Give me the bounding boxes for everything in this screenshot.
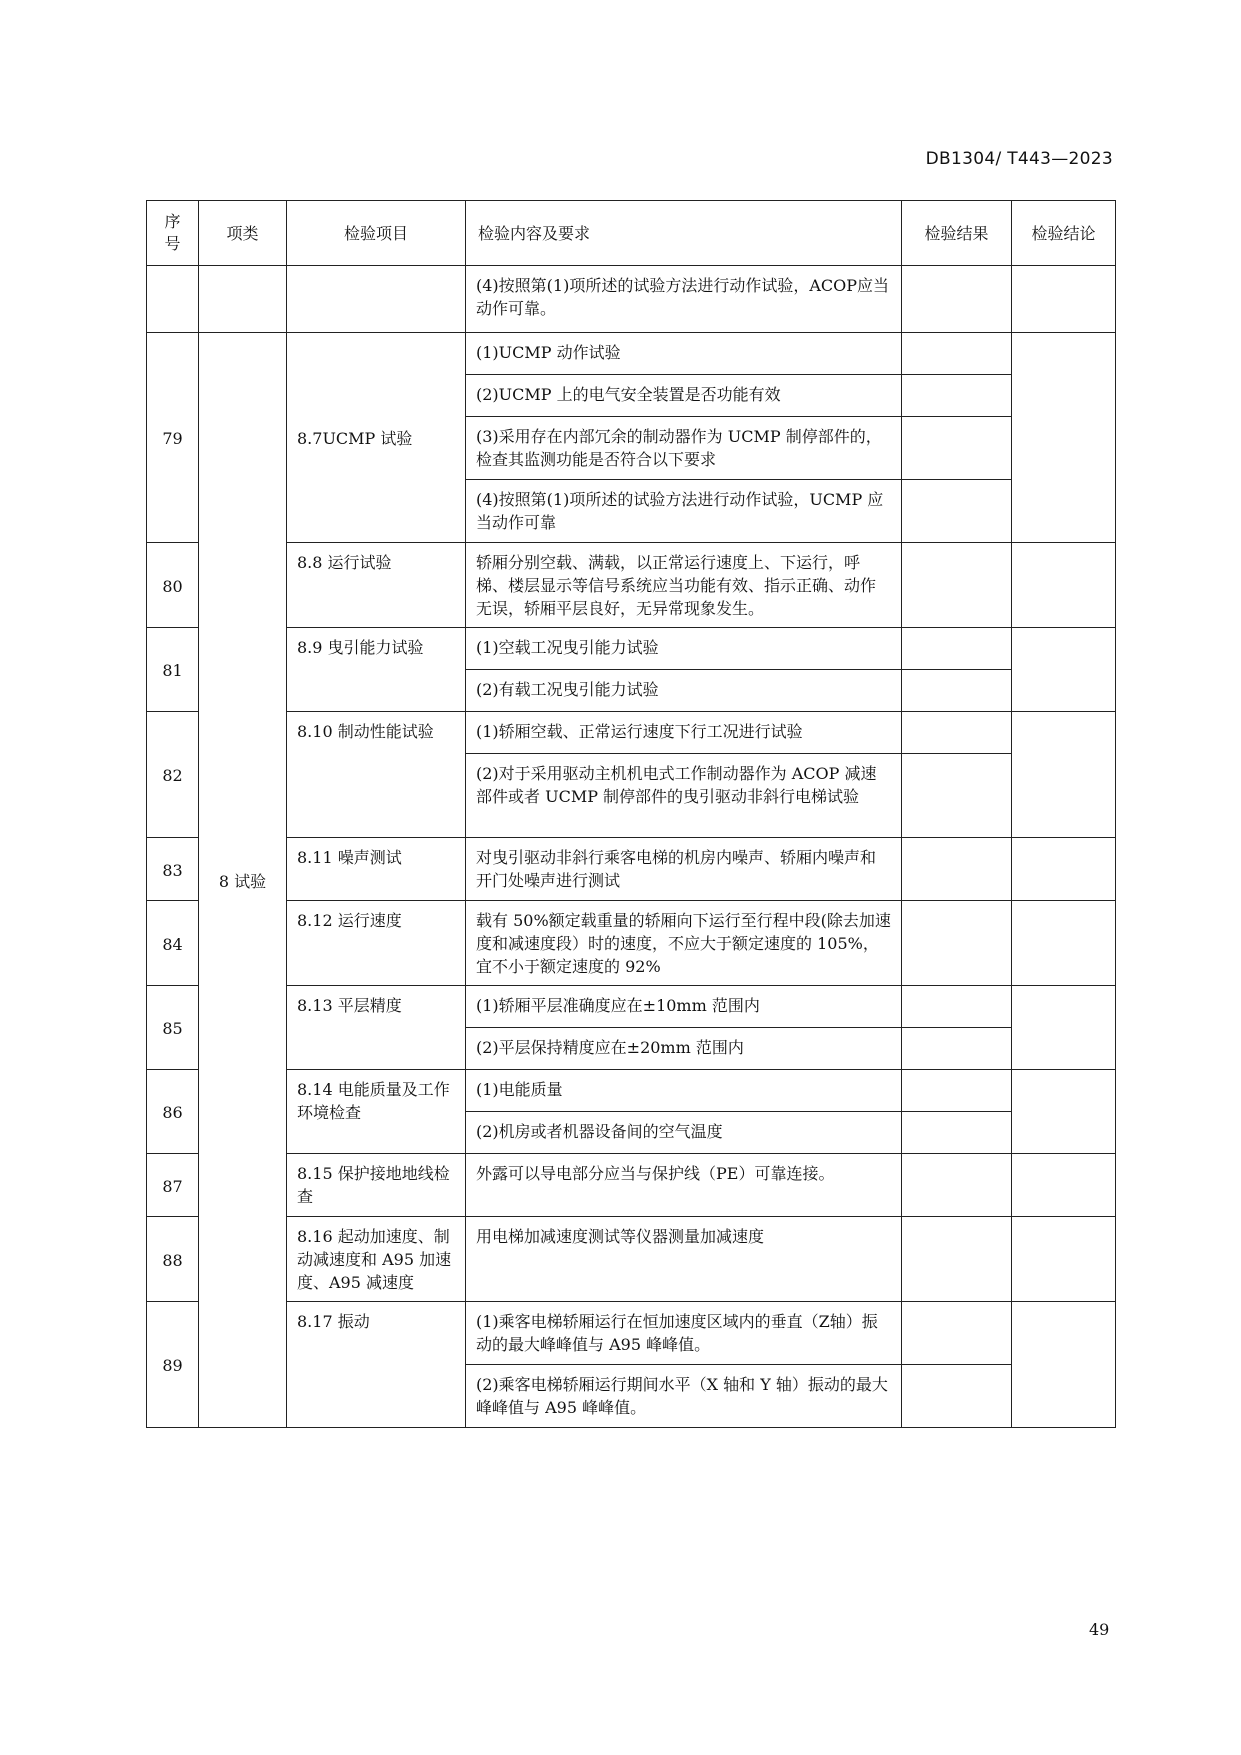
cell-result (902, 333, 1012, 375)
header-row (147, 201, 1116, 266)
cell-no: 87 (147, 1154, 199, 1217)
cell-no: 82 (147, 712, 199, 838)
table-row (147, 901, 1116, 986)
cell-result (902, 670, 1012, 712)
cell-conclusion (1012, 1217, 1116, 1302)
cell-content: (2)UCMP 上的电气安全装置是否功能有效 (466, 375, 902, 417)
cell-content: (2)对于采用驱动主机机电式工作制动器作为 ACOP 减速部件或者 UCMP 制停部件的曳引驱动非斜行电梯试验 (466, 754, 902, 838)
cell-conclusion (1012, 838, 1116, 901)
cell-conclusion (1012, 266, 1116, 333)
col-header-item: 检验项目 (287, 201, 466, 266)
cell-conclusion (1012, 901, 1116, 986)
table-row (147, 838, 1116, 901)
cell-item: 8.12 运行速度 (287, 901, 466, 986)
cell-result (902, 543, 1012, 628)
cell-no: 83 (147, 838, 199, 901)
cell-result (902, 986, 1012, 1028)
cell-item: 8.16 起动加速度、制动减速度和 A95 加速度、A95 减速度 (287, 1217, 466, 1302)
cell-item: 8.17 振动 (287, 1302, 466, 1428)
cell-no: 85 (147, 986, 199, 1070)
cell-conclusion (1012, 628, 1116, 712)
cell-result (902, 901, 1012, 986)
cell-result (902, 838, 1012, 901)
cell-item: 8.10 制动性能试验 (287, 712, 466, 838)
cell-content: (3)采用存在内部冗余的制动器作为 UCMP 制停部件的，检查其监测功能是否符合以下要求 (466, 417, 902, 480)
cell-category (199, 266, 287, 333)
cell-result (902, 1154, 1012, 1217)
cell-content: 外露可以导电部分应当与保护线（PE）可靠连接。 (466, 1154, 902, 1217)
cell-content: 轿厢分别空载、满载，以正常运行速度上、下运行，呼梯、楼层显示等信号系统应当功能有效、指示正确、动作无误，轿厢平层良好，无异常现象发生。 (466, 543, 902, 628)
cell-content: (4)按照第(1)项所述的试验方法进行动作试验，UCMP 应当动作可靠 (466, 480, 902, 543)
cell-conclusion (1012, 1154, 1116, 1217)
col-header-result: 检验结果 (902, 201, 1012, 266)
cell-item: 8.8 运行试验 (287, 543, 466, 628)
col-header-content: 检验内容及要求 (466, 201, 902, 266)
cell-item: 8.13 平层精度 (287, 986, 466, 1070)
cell-result (902, 266, 1012, 333)
cell-item: 8.15 保护接地地线检查 (287, 1154, 466, 1217)
cell-item: 8.9 曳引能力试验 (287, 628, 466, 712)
cell-content: (2)平层保持精度应在±20mm 范围内 (466, 1028, 902, 1070)
cell-content: (4)按照第(1)项所述的试验方法进行动作试验，ACOP应当动作可靠。 (466, 266, 902, 333)
cell-result (902, 1217, 1012, 1302)
table-row (147, 1217, 1116, 1302)
table-row-continued (147, 266, 1116, 333)
cell-category: 8 试验 (199, 333, 287, 1428)
cell-result (902, 1028, 1012, 1070)
cell-conclusion (1012, 543, 1116, 628)
cell-result (902, 1302, 1012, 1365)
cell-no: 86 (147, 1070, 199, 1154)
col-header-conclusion: 检验结论 (1012, 201, 1116, 266)
cell-conclusion (1012, 1302, 1116, 1428)
cell-content: (2)机房或者机器设备间的空气温度 (466, 1112, 902, 1154)
table-row (147, 628, 1116, 670)
cell-conclusion (1012, 712, 1116, 838)
cell-content: (1)轿厢空载、正常运行速度下行工况进行试验 (466, 712, 902, 754)
table-row (147, 333, 1116, 375)
cell-no: 89 (147, 1302, 199, 1428)
table-row (147, 543, 1116, 628)
cell-conclusion (1012, 1070, 1116, 1154)
cell-item (287, 266, 466, 333)
cell-no: 79 (147, 333, 199, 543)
cell-no (147, 266, 199, 333)
cell-no: 84 (147, 901, 199, 986)
col-header-category: 项类 (199, 201, 287, 266)
table-row (147, 1070, 1116, 1112)
cell-content: (2)乘客电梯轿厢运行期间水平（X 轴和 Y 轴）振动的最大峰峰值与 A95 峰峰值。 (466, 1365, 902, 1428)
cell-no: 81 (147, 628, 199, 712)
cell-content: 对曳引驱动非斜行乘客电梯的机房内噪声、轿厢内噪声和开门处噪声进行测试 (466, 838, 902, 901)
cell-item: 8.11 噪声测试 (287, 838, 466, 901)
cell-result (902, 628, 1012, 670)
table-row (147, 986, 1116, 1028)
cell-result (902, 480, 1012, 543)
cell-result (902, 754, 1012, 838)
cell-conclusion (1012, 333, 1116, 543)
cell-content: (1)乘客电梯轿厢运行在恒加速度区域内的垂直（Z轴）振动的最大峰峰值与 A95 峰峰值。 (466, 1302, 902, 1365)
cell-no: 80 (147, 543, 199, 628)
page-number: 49 (1089, 1620, 1110, 1639)
cell-content: (1)空载工况曳引能力试验 (466, 628, 902, 670)
cell-content: (2)有载工况曳引能力试验 (466, 670, 902, 712)
cell-result (902, 1112, 1012, 1154)
table-row (147, 1154, 1116, 1217)
cell-content: (1)电能质量 (466, 1070, 902, 1112)
cell-content: (1)轿厢平层准确度应在±10mm 范围内 (466, 986, 902, 1028)
cell-item: 8.14 电能质量及工作环境检查 (287, 1070, 466, 1154)
cell-item: 8.7UCMP 试验 (287, 333, 466, 543)
cell-result (902, 712, 1012, 754)
cell-conclusion (1012, 986, 1116, 1070)
cell-content: 用电梯加减速度测试等仪器测量加减速度 (466, 1217, 902, 1302)
standard-code: DB1304/ T443—2023 (925, 149, 1113, 169)
inspection-table (146, 200, 1116, 1428)
table-row (147, 712, 1116, 754)
cell-result (902, 375, 1012, 417)
cell-no: 88 (147, 1217, 199, 1302)
cell-content: (1)UCMP 动作试验 (466, 333, 902, 375)
cell-content: 载有 50%额定载重量的轿厢向下运行至行程中段(除去加速度和减速度段）时的速度，不应大于额定速度的 105%，宜不小于额定速度的 92% (466, 901, 902, 986)
cell-result (902, 1365, 1012, 1428)
cell-result (902, 417, 1012, 480)
cell-result (902, 1070, 1012, 1112)
col-header-no: 序 号 (147, 201, 199, 266)
table-row (147, 1302, 1116, 1365)
